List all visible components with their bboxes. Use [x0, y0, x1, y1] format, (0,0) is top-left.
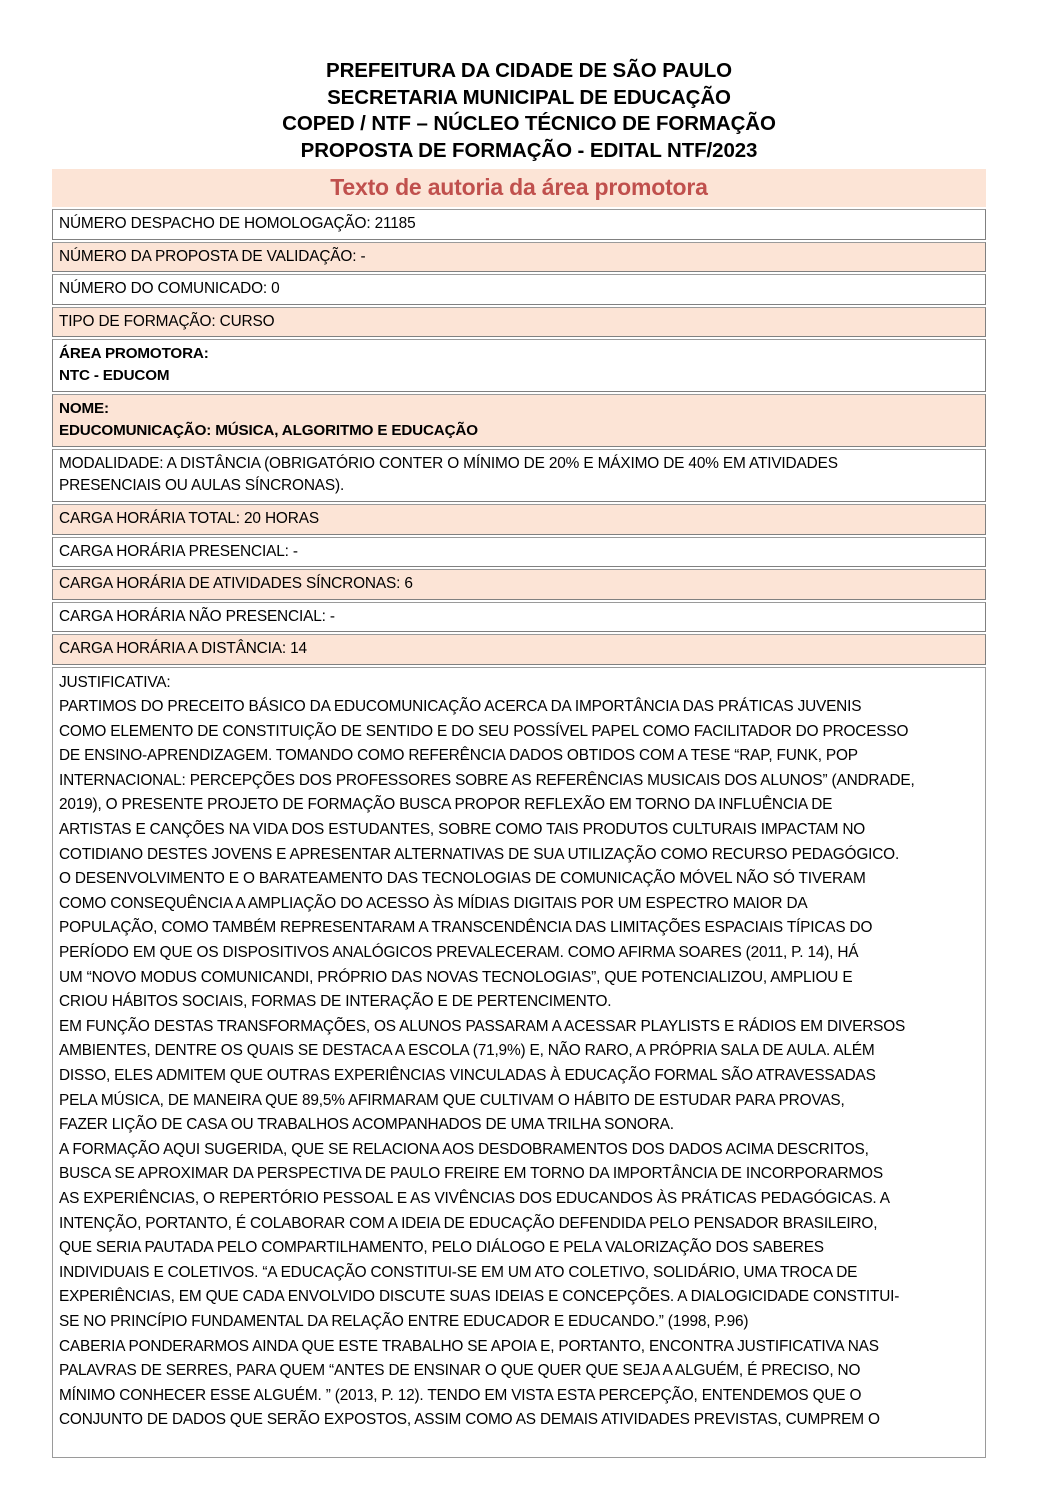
- row-line: CARGA HORÁRIA NÃO PRESENCIAL: -: [59, 607, 335, 625]
- justificativa-line: MÍNIMO CONHECER ESSE ALGUÉM. ” (2013, P. 12). TENDO EM VISTA ESTA PERCEPÇÃO, ENTENDEMOS QUE O: [59, 1386, 862, 1404]
- row-line: NÚMERO DO COMUNICADO: 0: [59, 280, 280, 297]
- justificativa-line: PERÍODO EM QUE OS DISPOSITIVOS ANALÓGICOS PREVALECERAM. COMO AFIRMA SOARES (2011, P. 14), HÁ: [59, 944, 859, 962]
- justificativa-line: QUE SERIA PAUTADA PELO COMPARTILHAMENTO, PELO DIÁLOGO E PELA VALORIZAÇÃO DOS SABERES: [59, 1239, 824, 1257]
- table-row-carga-total: [52, 504, 986, 535]
- justificativa-line: PELA MÚSICA, DE MANEIRA QUE 89,5% AFIRMARAM QUE CULTIVAM O HÁBITO DE ESTUDAR PARA PROVAS,: [59, 1091, 845, 1109]
- row-line: CARGA HORÁRIA A DISTÂNCIA: 14: [59, 640, 307, 657]
- section-banner-title: Texto de autoria da área promotora: [330, 174, 708, 200]
- justificativa-line: PALAVRAS DE SERRES, PARA QUEM “ANTES DE ENSINAR O QUE QUER QUE SEJA A ALGUÉM, É PRECISO, NO: [59, 1362, 861, 1380]
- justificativa-line: FAZER LIÇÃO DE CASA OU TRABALHOS ACOMPANHADOS DE UMA TRILHA SONORA.: [59, 1116, 674, 1134]
- justificativa-line: CONJUNTO DE DADOS QUE SERÃO EXPOSTOS, ASSIM COMO AS DEMAIS ATIVIDADES PREVISTAS, CUMPREM O: [59, 1411, 880, 1429]
- header-line-2: SECRETARIA MUNICIPAL DE EDUCAÇÃO: [327, 85, 731, 109]
- proposal-table: [52, 169, 986, 1458]
- row-line: MODALIDADE: A DISTÂNCIA (OBRIGATÓRIO CONTER O MÍNIMO DE 20% E MÁXIMO DE 40% EM ATIVIDADES: [59, 455, 838, 472]
- justificativa-line: AMBIENTES, DENTRE OS QUAIS SE DESTACA A ESCOLA (71,9%) E, NÃO RARO, A PRÓPRIA SALA DE AULA. ALÉM: [59, 1042, 875, 1060]
- justificativa-line: DE ENSINO-APRENDIZAGEM. TOMANDO COMO REFERÊNCIA DADOS OBTIDOS COM A TESE “RAP, FUNK, POP: [59, 747, 858, 765]
- justificativa-label: JUSTIFICATIVA:: [59, 673, 171, 691]
- row-value: NTC - EDUCOM: [59, 366, 170, 384]
- justificativa-line: UM “NOVO MODUS COMUNICANDI, PRÓPRIO DAS NOVAS TECNOLOGIAS”, QUE POTENCIALIZOU, AMPLIOU E: [59, 968, 853, 986]
- header-line-4: PROPOSTA DE FORMAÇÃO - EDITAL NTF/2023: [300, 138, 758, 162]
- justificativa-line: INDIVIDUAIS E COLETIVOS. “A EDUCAÇÃO CONSTITUI-SE EM UM ATO COLETIVO, SOLIDÁRIO, UMA TROCA DE: [59, 1263, 858, 1281]
- justificativa-line: BUSCA SE APROXIMAR DA PERSPECTIVA DE PAULO FREIRE EM TORNO DA IMPORTÂNCIA DE INCORPORARMOS: [59, 1165, 883, 1183]
- justificativa-line: INTERNACIONAL: PERCEPÇÕES DOS PROFESSORES SOBRE AS REFERÊNCIAS MUSICAIS DOS ALUNOS” (ANDRADE,: [59, 771, 915, 789]
- justificativa-line: 2019), O PRESENTE PROJETO DE FORMAÇÃO BUSCA PROPOR REFLEXÃO EM TORNO DA INFLUÊNCIA DE: [59, 796, 833, 814]
- table-row-tipo-formacao: [52, 307, 986, 338]
- justificativa-line: INTENÇÃO, PORTANTO, É COLABORAR COM A IDEIA DE EDUCAÇÃO DEFENDIDA PELO PENSADOR BRASILEIRO,: [59, 1214, 878, 1232]
- table-row-nome: [52, 394, 986, 447]
- row-label: NOME:: [59, 400, 109, 417]
- justificativa-line: ARTISTAS E CANÇÕES NA VIDA DOS ESTUDANTES, SOBRE COMO TAIS PRODUTOS CULTURAIS IMPACTAM NO: [59, 821, 866, 839]
- row-label: ÁREA PROMOTORA:: [59, 345, 209, 362]
- justificativa-line: O DESENVOLVIMENTO E O BARATEAMENTO DAS TECNOLOGIAS DE COMUNICAÇÃO MÓVEL NÃO SÓ TIVERAM: [59, 870, 866, 888]
- justificativa-line: EXPERIÊNCIAS, EM QUE CADA ENVOLVIDO DISCUTE SUAS IDEIAS E CONCEPÇÕES. A DIALOGICIDADE CONSTITUI-: [59, 1288, 900, 1306]
- justificativa-line: CRIOU HÁBITOS SOCIAIS, FORMAS DE INTERAÇÃO E DE PERTENCIMENTO.: [59, 993, 612, 1011]
- row-line: CARGA HORÁRIA DE ATIVIDADES SÍNCRONAS: 6: [59, 575, 413, 592]
- table-row-area-promotora: [52, 339, 986, 392]
- table-row-numero-comunicado: [52, 274, 986, 305]
- justificativa-line: COMO ELEMENTO DE CONSTITUIÇÃO DE SENTIDO E DO SEU POSSÍVEL PAPEL COMO FACILITADOR DO PROCESSO: [59, 722, 909, 740]
- justificativa-line: DISSO, ELES ADMITEM QUE OUTRAS EXPERIÊNCIAS VINCULADAS À EDUCAÇÃO FORMAL SÃO ATRAVESSADAS: [59, 1067, 876, 1084]
- justificativa-line: AS EXPERIÊNCIAS, O REPERTÓRIO PESSOAL E AS VIVÊNCIAS DOS EDUCANDOS ÀS PRÁTICAS PEDAGÓGICAS. A: [59, 1189, 890, 1207]
- justificativa-line: COMO CONSEQUÊNCIA A AMPLIAÇÃO DO ACESSO ÀS MÍDIAS DIGITAIS POR UM ESPECTRO MAIOR DA: [59, 894, 808, 912]
- row-line: TIPO DE FORMAÇÃO: CURSO: [59, 312, 275, 330]
- table-row-carga-distancia: [52, 634, 986, 665]
- table-row-carga-presencial: [52, 537, 986, 568]
- table-row-carga-sincronas: [52, 569, 986, 600]
- justificativa-line: A FORMAÇÃO AQUI SUGERIDA, QUE SE RELACIONA AOS DESDOBRAMENTOS DOS DADOS ACIMA DESCRITOS,: [59, 1140, 869, 1158]
- row-line: PRESENCIAIS OU AULAS SÍNCRONAS).: [59, 476, 345, 494]
- section-banner: [52, 169, 986, 207]
- table-row-carga-nao-presencial: [52, 602, 986, 633]
- row-line: NÚMERO DA PROPOSTA DE VALIDAÇÃO: -: [59, 247, 366, 265]
- row-value: EDUCOMUNICAÇÃO: MÚSICA, ALGORITMO E EDUCAÇÃO: [59, 421, 478, 439]
- justificativa-line: POPULAÇÃO, COMO TAMBÉM REPRESENTARAM A TRANSCENDÊNCIA DAS LIMITAÇÕES ESPACIAIS TÍPICAS DO: [59, 919, 873, 937]
- table-row-numero-proposta: [52, 242, 986, 273]
- header-line-1: PREFEITURA DA CIDADE DE SÃO PAULO: [326, 59, 732, 82]
- justificativa-line: COTIDIANO DESTES JOVENS E APRESENTAR ALTERNATIVAS DE SUA UTILIZAÇÃO COMO RECURSO PEDAGÓGICO.: [59, 845, 900, 863]
- document-header: [0, 0, 1058, 164]
- row-line: CARGA HORÁRIA TOTAL: 20 HORAS: [59, 510, 319, 527]
- justificativa-block: [52, 667, 986, 1458]
- header-line-3: COPED / NTF – NÚCLEO TÉCNICO DE FORMAÇÃO: [282, 112, 776, 135]
- justificativa-line: EM FUNÇÃO DESTAS TRANSFORMAÇÕES, OS ALUNOS PASSARAM A ACESSAR PLAYLISTS E RÁDIOS EM DIVERSOS: [59, 1017, 906, 1035]
- justificativa-line: PARTIMOS DO PRECEITO BÁSICO DA EDUCOMUNICAÇÃO ACERCA DA IMPORTÂNCIA DAS PRÁTICAS JUVENIS: [59, 698, 862, 716]
- row-line: CARGA HORÁRIA PRESENCIAL: -: [59, 542, 298, 560]
- justificativa-line: SE NO PRINCÍPIO FUNDAMENTAL DA RELAÇÃO ENTRE EDUCADOR E EDUCANDO.” (1998, P.96): [59, 1312, 749, 1330]
- row-line: NÚMERO DESPACHO DE HOMOLOGAÇÃO: 21185: [59, 215, 416, 232]
- table-row-numero-despacho: [52, 209, 986, 240]
- justificativa-line: CABERIA PONDERARMOS AINDA QUE ESTE TRABALHO SE APOIA E, PORTANTO, ENCONTRA JUSTIFICATIVA NAS: [59, 1337, 879, 1355]
- table-row-modalidade: [52, 449, 986, 502]
